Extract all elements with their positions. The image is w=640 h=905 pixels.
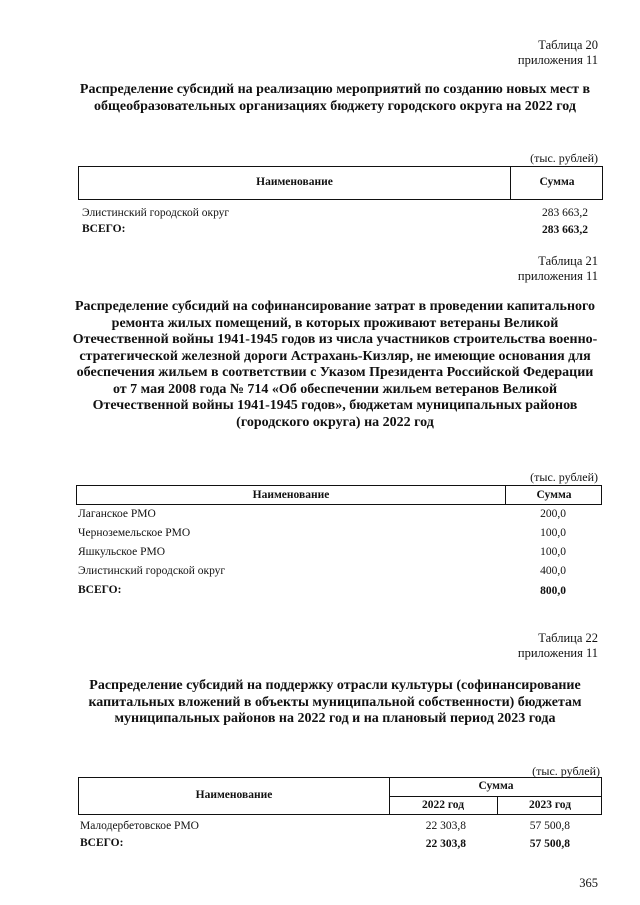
page-number: 365 (579, 876, 598, 890)
table20-col-sum: Сумма (539, 176, 575, 188)
table22-units: (тыс. рублей) (532, 764, 600, 778)
table20-total-sum: 283 663,2 (542, 224, 588, 236)
table21-total-sum: 800,0 (540, 585, 566, 597)
table20-caption-line2: приложения 11 (517, 53, 598, 67)
table22-col-name: Наименование (195, 789, 273, 801)
table22-caption (518, 631, 598, 661)
table22-col-sum: Сумма (478, 780, 514, 792)
table21-caption-line1: Таблица 21 (538, 254, 598, 268)
table20-title: Распределение субсидий на реализацию мероприятий по созданию новых мест в общеобразовательных организациях бюджету городского округа на 2022 год (79, 82, 591, 114)
table-row-name: Яшкульское РМО (78, 546, 166, 558)
table-row-name: Лаганское РМО (78, 508, 156, 520)
table22-col-2022: 2022 год (421, 799, 465, 811)
table20-total-label: ВСЕГО: (82, 223, 126, 235)
table-row-name: Элистинский городской округ (78, 565, 226, 577)
table21-caption (518, 254, 598, 284)
table22-total-2023: 57 500,8 (529, 838, 570, 850)
table-row-sum: 283 663,2 (542, 207, 588, 219)
table20-caption-line1: Таблица 20 (538, 38, 598, 52)
table21-title: Распределение субсидий на софинансирование затрат в проведении капитального ремонта жилых помещений, в которых проживают ветераны Великой Отечественной войны 1941-1945 годов из числа участников строительства военно-стратегической железной дороги Астрахань-Кизляр, не имеющие основания для обеспечения жильем в соответствии с Указом Президента Российской Федерации от 7 мая 2008 года № 714 «Об обеспечении жильем ветеранов Великой Отечественной войны 1941-1945 годов», бюджетам муниципальных районов (городского округа) на 2022 год (72, 299, 598, 430)
table20-col-name: Наименование (256, 176, 333, 188)
table22-header (78, 777, 602, 815)
table22-col-2023: 2023 год (528, 799, 572, 811)
table21-col-sum: Сумма (536, 489, 572, 501)
table20-header (78, 166, 603, 200)
table-row-2022: 22 303,8 (425, 820, 466, 832)
table-row-sum: 400,0 (540, 565, 566, 577)
table-row-name: Черноземельское РМО (78, 527, 191, 539)
table22-caption-line2: приложения 11 (517, 646, 598, 660)
table22-title: Распределение субсидий на поддержку отрасли культуры (софинансирование капитальных вложений в объекты муниципальной собственности) бюджетам муниципальных районов на 2022 год и на плановый период 2023 года (88, 678, 582, 726)
table21-header (76, 485, 602, 505)
table21-units: (тыс. рублей) (530, 470, 598, 484)
table21-caption-line2: приложения 11 (517, 269, 598, 283)
table-row-2023: 57 500,8 (529, 820, 570, 832)
table22-total-2022: 22 303,8 (425, 838, 466, 850)
table-row-name: Малодербетовское РМО (80, 820, 199, 832)
table-row-sum: 100,0 (540, 527, 566, 539)
table-row-sum: 200,0 (540, 508, 566, 520)
table-row-name: Элистинский городской округ (82, 207, 230, 219)
table21-col-name: Наименование (252, 489, 330, 501)
table20-caption (518, 38, 598, 68)
table22-total-label: ВСЕГО: (80, 837, 124, 849)
table20-units: (тыс. рублей) (530, 151, 598, 165)
table22-caption-line1: Таблица 22 (538, 631, 598, 645)
table21-total-label: ВСЕГО: (78, 584, 122, 596)
table-row-sum: 100,0 (540, 546, 566, 558)
